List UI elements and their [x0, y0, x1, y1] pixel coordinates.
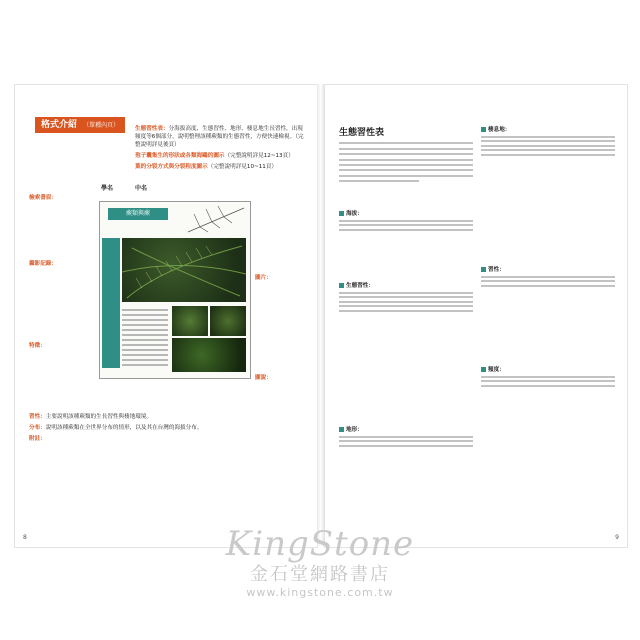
fern-detail-photo [210, 306, 246, 336]
bullet-text: （完整說明詳見12~13頁） [224, 153, 294, 159]
callout-captions [255, 375, 309, 382]
section-habitat [481, 125, 615, 159]
sample-header: 蕨類與蕨 [108, 208, 168, 220]
section-terrain [339, 425, 473, 449]
bullet-item [135, 125, 305, 149]
name-labels [101, 183, 221, 197]
bullet-item [135, 152, 305, 160]
format-title-text: 格式介紹 [41, 120, 78, 130]
callout-title: 圖說： [255, 375, 272, 381]
section-heading: 頻度： [481, 365, 615, 373]
page-number: 8 [23, 534, 27, 541]
right-page [324, 84, 628, 548]
section-heading: 生態習性： [339, 281, 473, 289]
fern-detail-photo [172, 306, 208, 336]
section-heading: 地形： [339, 425, 473, 433]
callout-photo-record [29, 261, 95, 268]
scientific-name-label: 學名 [101, 185, 114, 192]
fern-frond-image [122, 238, 246, 302]
bullet-label: 生態習性表： [135, 126, 169, 132]
section-heading: 習性： [481, 265, 615, 273]
watermark-chinese: 金石堂網路書店 [250, 564, 390, 585]
note-text: 主要說明該種蕨類的生長習性與棲地環境。 [45, 414, 153, 420]
watermark-url: www.kingstone.com.tw [246, 586, 394, 599]
page-number: 9 [615, 534, 619, 541]
sample-sidebar [102, 238, 120, 368]
note-text: 說明該種蕨類在全世界分布的情形，以及其在台灣的海拔分布。 [45, 425, 203, 431]
frond-diagram-icon [186, 204, 246, 234]
callout-title: 攝影記錄： [29, 261, 57, 267]
note-item [29, 413, 305, 421]
format-title [35, 117, 125, 133]
sample-text-column [122, 306, 168, 372]
section-growth-habit [481, 265, 615, 289]
section-ecology [339, 281, 473, 315]
intro-paragraph [339, 139, 473, 203]
top-callouts [135, 125, 305, 174]
watermark-brand: KingStone [225, 524, 415, 564]
page-title: 生態習性表 [339, 128, 385, 138]
callout-images [255, 275, 309, 282]
bullet-item [135, 163, 305, 171]
left-page [14, 84, 318, 548]
watermark [0, 524, 640, 599]
note-item [29, 424, 305, 432]
book-gutter [317, 84, 324, 546]
chinese-name-label: 中名 [135, 185, 148, 192]
book-spread [14, 84, 626, 546]
format-subtitle: （單種內頁） [83, 122, 120, 129]
fern-detail-photo [172, 338, 246, 372]
note-label: 習性： [29, 414, 46, 420]
callout-title: 圖片： [255, 275, 272, 281]
section-altitude [339, 209, 473, 233]
bottom-notes [29, 413, 305, 446]
note-label: 附註： [29, 436, 46, 442]
bullet-label: 葉的分裂方式與分裂程度圖示 [135, 164, 208, 170]
callout-index-tab [29, 195, 95, 202]
section-heading: 海拔： [339, 209, 473, 217]
bullet-text: 分海拔高度、生態習性、地形、棲息地生長習性，出現頻度等6個部分，說明整理該種蕨類的生態習性，方便快速檢視。（完整說明詳見後頁） [135, 126, 304, 148]
callout-title: 檢索書眉： [29, 195, 57, 201]
sample-page-thumbnail [99, 201, 251, 379]
section-frequency [481, 365, 615, 389]
callout-title: 特徵： [29, 343, 46, 349]
section-heading: 棲息地： [481, 125, 615, 133]
note-label: 分布： [29, 425, 46, 431]
note-item [29, 435, 305, 443]
fern-main-photo [122, 238, 246, 302]
callout-features [29, 343, 95, 350]
bullet-label: 孢子囊集生的形狀或各類海鷗的圖示 [135, 153, 225, 159]
bullet-text: （完整說明詳見10~11頁） [207, 164, 278, 170]
